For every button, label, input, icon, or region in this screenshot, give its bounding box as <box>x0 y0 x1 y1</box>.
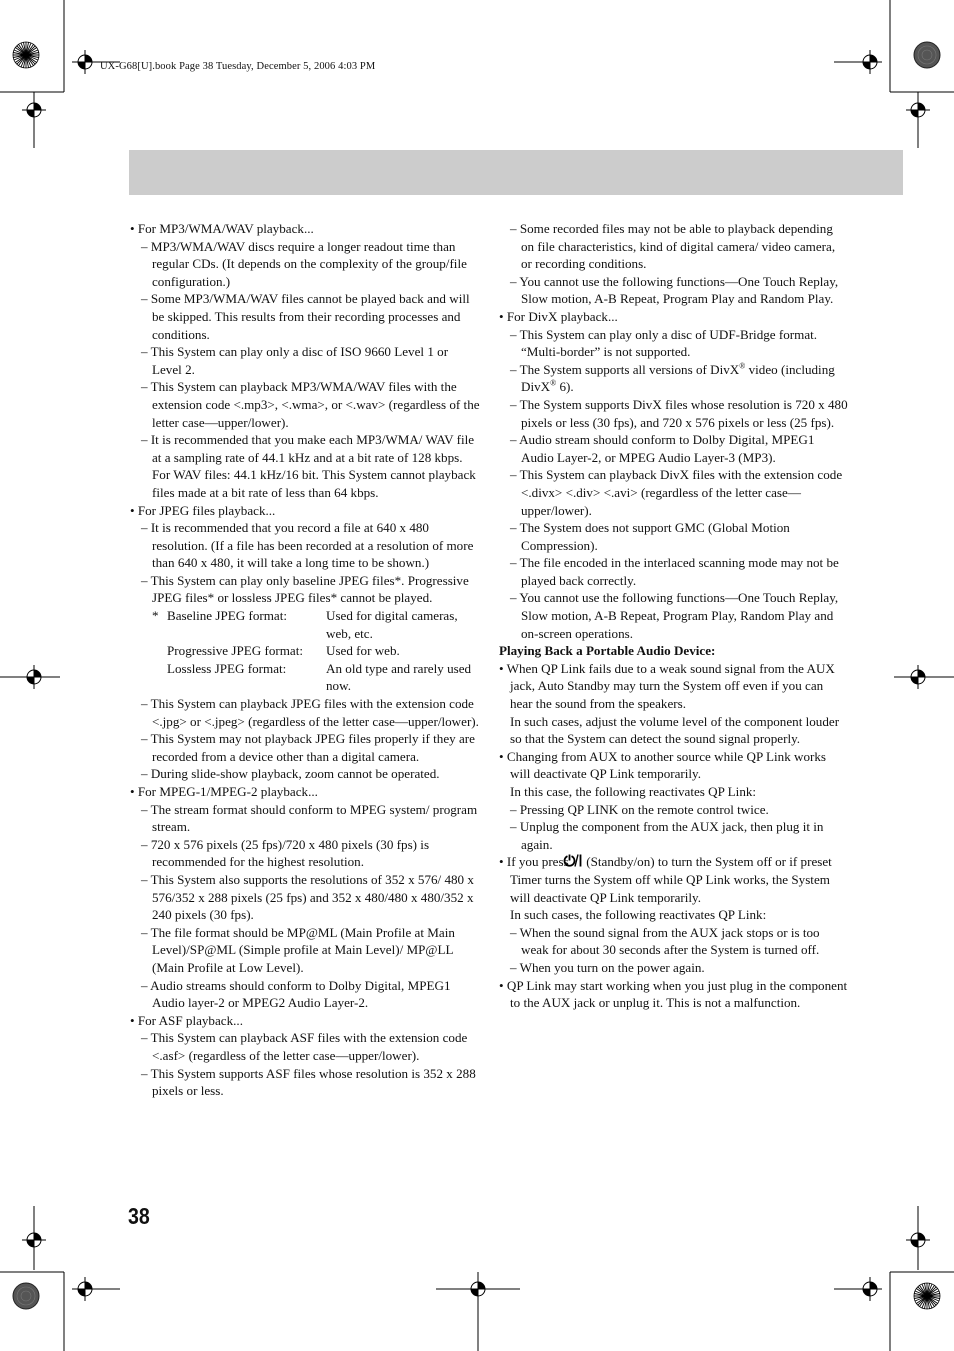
dash-item: – The System supports DivX files whose resolution is 720 x 480 pixels or less (30 fps), and 720 x 576 pixels or less (25 fps). <box>510 396 848 430</box>
dash-item: – When the sound signal from the AUX jack stops or is too weak for about 30 seconds after the System is turned off. <box>510 924 820 958</box>
left-column <box>130 220 480 1100</box>
bullet-item: • For MPEG-1/MPEG-2 playback... <box>130 784 318 799</box>
dash-item: – This System may not playback JPEG files properly if they are recorded from a device other than a digital camera. <box>141 731 475 764</box>
dash-item: – It is recommended that you record a file at 640 x 480 resolution. (If a file has been recorded at a resolution of more than 640 x 480, it will take a long time to be shown.) <box>141 520 474 571</box>
dash-item: – It is recommended that you make each MP3/WMA/ WAV file at a sampling rate of 44.1 kHz and at a bit rate of 128 kbps. For WAV files: 44.1 kHz/16 bit. This System cannot playback files made at a bit rate of less than 64 kbps. <box>141 432 476 500</box>
jpeg-format-desc: Used for digital cameras, web, etc. <box>326 608 458 641</box>
dash-item: – Some MP3/WMA/WAV files cannot be played back and will be skipped. This results from their recording processes and conditions. <box>141 291 470 342</box>
jpeg-format-desc: An old type and rarely used now. <box>326 660 472 694</box>
dash-item: – This System can playback MP3/WMA/WAV files with the extension code <.mp3>, <.wma>, or <.wav> (regardless of the letter case—upper/lower). <box>141 379 480 430</box>
footnote-marker <box>152 660 167 695</box>
jpeg-format-name: Lossless JPEG format: <box>167 660 287 676</box>
dash-item: – Some recorded files may not be able to playback depending on file characteristics, kind of digital camera/ video camera, or recording conditions. <box>510 221 836 272</box>
dash-item: – This System can playback ASF files with the extension code <.asf> (regardless of the letter case—upper/lower). <box>141 1030 468 1063</box>
divx-versions-item <box>499 361 849 396</box>
bullet-item: • For DivX playback... <box>499 308 618 324</box>
dash-item: – Audio streams should conform to Dolby Digital, MPEG1 Audio layer-2 or MPEG2 Audio Layer-2. <box>141 977 451 1011</box>
divx-text: – The System supports all versions of DivX <box>510 361 740 377</box>
bullet-item: • For ASF playback... <box>130 1012 243 1028</box>
registration-mark-icon: ® <box>739 361 746 371</box>
dash-item: – During slide-show playback, zoom cannot be operated. <box>141 766 440 782</box>
section-heading: Playing Back a Portable Audio Device: <box>499 643 716 659</box>
dash-item: – This System can play only baseline JPEG files*. Progressive JPEG files* or lossless JPEG files* cannot be played. <box>141 572 469 606</box>
bullet-item: • QP Link may start working when you just plug in the component to the AUX jack or unplug it. This is not a malfunction. <box>499 977 848 1011</box>
dash-item: – This System also supports the resolutions of 352 x 576/ 480 x 576/352 x 288 pixels (25 fps) and 352 x 480/480 x 480/352 x 240 pixels (30 fps). <box>141 871 474 923</box>
dash-item: – The stream format should conform to MPEG system/ program stream. <box>141 801 478 835</box>
dash-item: – The System does not support GMC (Global Motion Compression). <box>510 520 790 553</box>
standby-text: • If you press <box>499 854 572 870</box>
divx-text: 6). <box>556 379 574 395</box>
jpeg-format-name: Baseline JPEG format: <box>167 608 288 624</box>
bullet-item: • For MP3/WMA/WAV playback... <box>130 221 314 236</box>
dash-item: – This System can play only a disc of ISO 9660 Level 1 or Level 2. <box>141 344 449 377</box>
jpeg-format-table <box>152 607 480 695</box>
jpeg-format-row <box>152 607 480 642</box>
paragraph: In such cases, adjust the volume level of the component louder so that the System can detect the sound signal properly. <box>510 713 840 747</box>
print-info: UX-G68[U].book Page 38 Tuesday, December 5, 2006 4:03 PM <box>100 61 376 72</box>
dash-item: – The file format should be MP@ML (Main Profile at Main Level)/SP@ML (Simple profile at Main Level)/ MP@LL (Main Profile at Low Level). <box>141 924 455 975</box>
page-number: 38 <box>128 1203 150 1229</box>
paragraph: In this case, the following reactivates QP Link: <box>510 784 757 799</box>
dash-item: – MP3/WMA/WAV discs require a longer readout time than regular CDs. (It depends on the complexity of the group/file configuration.) <box>141 238 467 289</box>
dash-item: – The file encoded in the interlaced scanning mode may not be played back correctly. <box>510 555 839 588</box>
dash-item: – This System can playback JPEG files with the extension code <.jpg> or <.jpeg> (regardless of the letter case—upper/lower). <box>141 696 479 729</box>
section-header-band <box>129 150 903 195</box>
footnote-marker <box>152 642 167 660</box>
dash-item: – You cannot use the following functions—One Touch Replay, Slow motion, A-B Repeat, Program Play, Random Play and on-screen operations. <box>510 590 839 641</box>
bullet-item: • When QP Link fails due to a weak sound signal from the AUX jack, Auto Standby may turn the System off even if you can hear the sound from the speakers. <box>499 660 835 712</box>
jpeg-format-row <box>152 642 480 660</box>
dash-item: – This System supports ASF files whose resolution is 352 x 288 pixels or less. <box>141 1065 476 1099</box>
bullet-item: • Changing from AUX to another source while QP Link works will deactivate QP Link temporarily. <box>499 748 827 782</box>
divx-text: video (including DivX <box>521 361 835 395</box>
jpeg-format-row <box>152 660 480 695</box>
dash-item: – When you turn on the power again. <box>510 959 705 975</box>
standby-text: (Standby/on) to turn the System off or if preset Timer turns the System off while QP Link works, the System will deactivate QP Link temporarily. <box>510 854 832 905</box>
dash-item: – Pressing QP LINK on the remote control twice. <box>510 801 769 817</box>
dash-item: – You cannot use the following functions—One Touch Replay, Slow motion, A-B Repeat, Program Play and Random Play. <box>510 273 839 307</box>
registration-mark-icon: ® <box>550 378 557 388</box>
footnote-marker: * <box>152 608 159 624</box>
paragraph: In such cases, the following reactivates QP Link: <box>510 907 767 923</box>
standby-power-icon <box>572 853 583 871</box>
jpeg-format-desc: Used for web. <box>326 643 400 659</box>
standby-item <box>499 853 849 906</box>
bullet-item: • For JPEG files playback... <box>130 502 276 518</box>
right-column <box>499 220 849 1012</box>
jpeg-format-name: Progressive JPEG format: <box>167 643 304 659</box>
dash-item: – This System can play only a disc of UDF-Bridge format. “Multi-border” is not supported. <box>510 326 818 360</box>
dash-item: – 720 x 576 pixels (25 fps)/720 x 480 pixels (30 fps) is recommended for the highest resolution. <box>141 836 430 870</box>
dash-item: – Audio stream should conform to Dolby Digital, MPEG1 Audio Layer-2, or MPEG Audio Layer-3 (MP3). <box>510 432 815 465</box>
dash-item: – Unplug the component from the AUX jack, then plug it in again. <box>510 819 824 852</box>
dash-item: – This System can playback DivX files with the extension code <.divx> <.div> <.avi> (regardless of the letter case—upper/lower). <box>510 467 843 518</box>
